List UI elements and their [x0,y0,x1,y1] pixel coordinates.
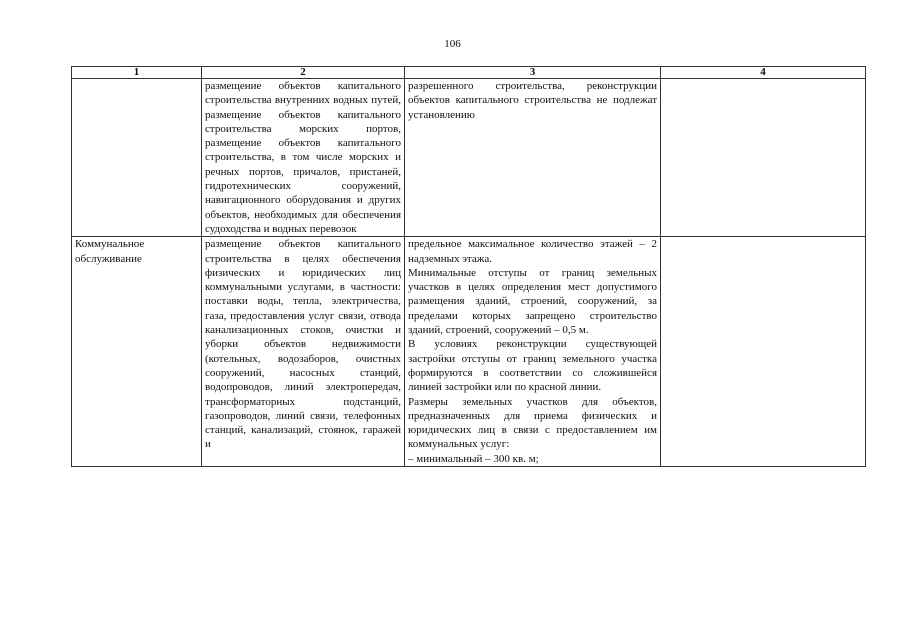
row2-col4 [661,237,866,467]
row2-parameter-reconstruction: В условиях реконструкции существующей застройки отступы от границ земельного участка формируются в соответствии со сложившейся линией застройки или по красной линии. [408,338,657,394]
header-col-4: 4 [661,67,866,79]
zoning-table [71,66,866,467]
row2-use-name: Коммунальное обслуживание [72,237,202,467]
table-row [72,237,866,467]
row2-parameter-floors: предельное максимальное количество этажей – 2 надземных этажа. [408,238,657,265]
header-col-1: 1 [72,67,202,79]
row2-parameter-setbacks: Минимальные отступы от границ земельных участков в целях определения мест допустимого размещения зданий, строений, сооружений, за пределами которых запрещено строительство зданий, строений, сооружений – 0,5 м. [408,266,657,337]
table-row [72,79,866,237]
row2-parameter-plot-sizes: Размеры земельных участков для объектов, предназначенных для приема физических и юридических лиц в связи с предоставлением им коммунальных услуг: [408,395,657,451]
row2-use-description: размещение объектов капитального строительства в целях обеспечения физических и юридических лиц коммунальными услугами, в частности: поставки воды, тепла, электричества, газа, предоставления услуг связи, отвода канализационных стоков, очистки и уборки объектов недвижимости (котельных, водозаборов, очистных сооружений, насосных станций, водопроводов, линий электропередач, трансформаторных подстанций, газопроводов, линий связи, телефонных станций, канализаций, стоянок, гаражей и [202,237,405,467]
row1-parameter-paragraph: разрешенного строительства, реконструкции объектов капитального строительства не подлежат установлению [408,80,657,121]
row2-parameters [405,237,661,467]
header-col-2: 2 [202,67,405,79]
row1-use-description: размещение объектов капитального строительства внутренних водных путей, размещение объектов капитального строительства морских портов, размещение объектов капитального строительства, в том числе морских и речных портов, причалов, пристаней, гидротехнических сооружений, навигационного оборудования и других объектов, необходимых для обеспечения судоходства и водных перевозок [202,79,405,237]
row1-use-name [72,79,202,237]
header-col-3: 3 [405,67,661,79]
row2-parameter-min-size: – минимальный – 300 кв. м; [408,452,539,465]
row1-col4 [661,79,866,237]
page-number: 106 [444,38,461,50]
row1-parameters [405,79,661,237]
table-header-row [72,67,866,79]
